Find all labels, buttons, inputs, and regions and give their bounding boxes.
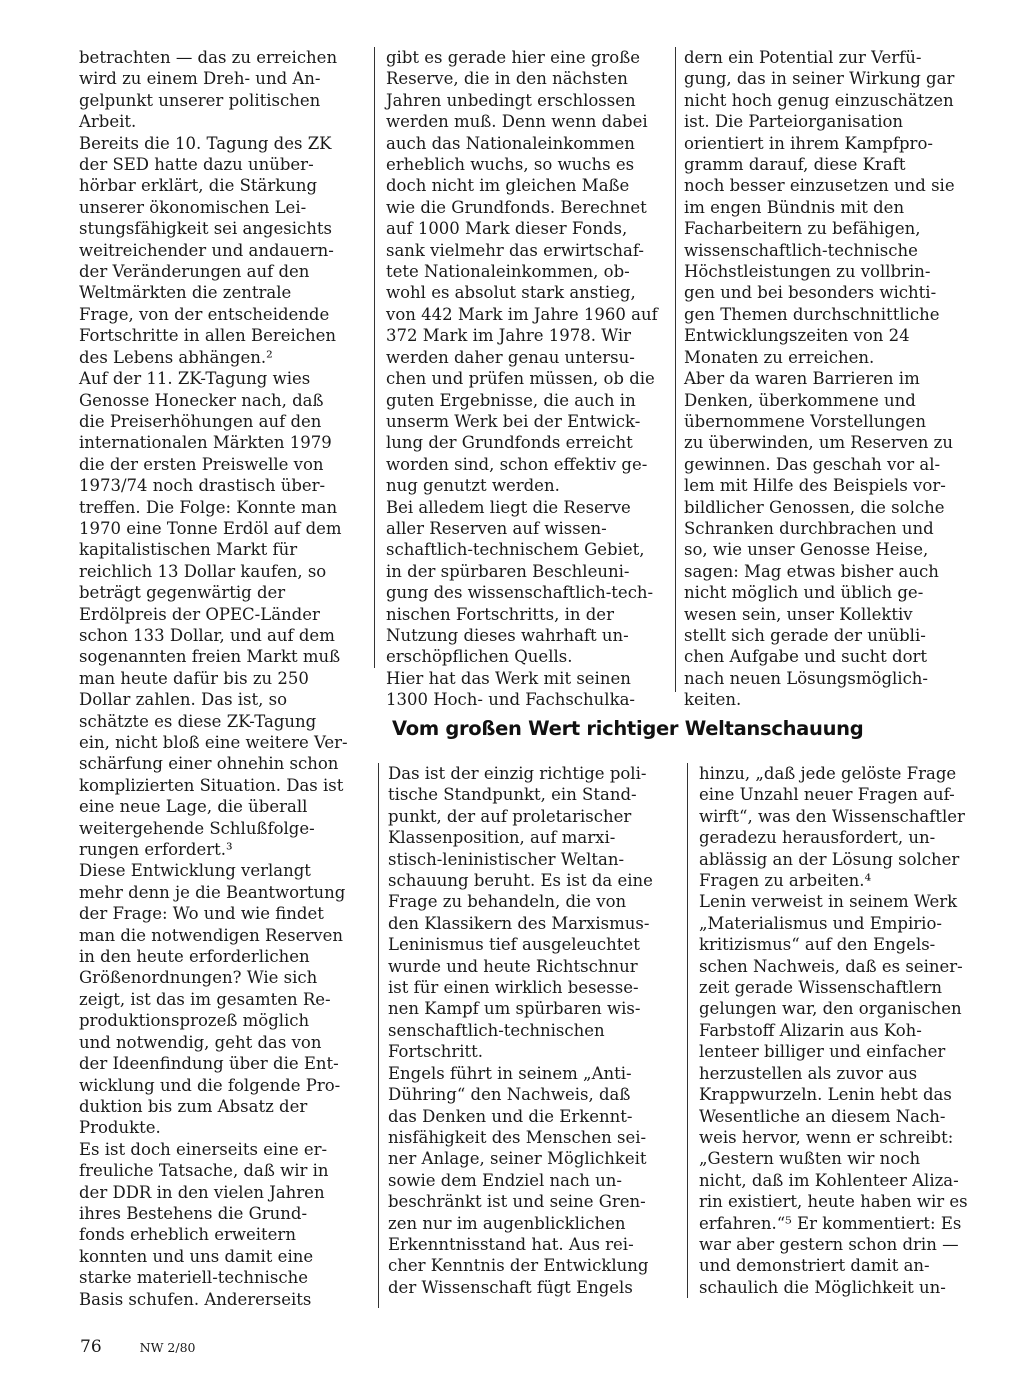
text-line: guten Ergebnisse, die auch in (386, 390, 636, 410)
text-line: ner Anlage, seiner Möglichkeit (388, 1149, 647, 1169)
text-line: so, wie unser Genosse Heise, (684, 540, 929, 560)
text-line: herzustellen als zuvor aus (699, 1063, 918, 1083)
text-line: gung, das in seiner Wirkung gar (684, 69, 955, 89)
text-line: auf 1000 Mark dieser Fonds, (386, 219, 628, 239)
text-line: „Gestern wußten wir noch (699, 1149, 921, 1169)
text-column-1 (79, 47, 361, 1310)
text-line: tische Standpunkt, ein Stand- (388, 785, 637, 805)
text-line: kapitalistischen Markt für (79, 540, 298, 560)
text-line: bildlicher Genossen, die solche (684, 497, 945, 517)
page-footer (80, 1337, 195, 1357)
text-line: sank vielmehr das erwirtschaf- (386, 240, 644, 260)
text-line: punkt, der auf proletarischer (388, 806, 632, 826)
text-line: stisch-leninistischer Weltan- (388, 849, 625, 869)
text-line: erschöpflichen Quells. (386, 647, 573, 667)
text-line: Reserve, die in den nächsten (386, 69, 628, 89)
text-line: auch das Nationaleinkommen (386, 133, 635, 153)
text-line: tete Nationaleinkommen, ob- (386, 262, 630, 282)
text-line: lung der Grundfonds erreicht (386, 433, 633, 453)
text-line: die Preiserhöhungen auf den (79, 411, 322, 431)
text-line: fonds erheblich erweitern (79, 1225, 296, 1245)
text-line: gramm darauf, diese Kraft (684, 155, 906, 175)
text-line: hinzu, „daß jede gelöste Frage (699, 764, 957, 783)
text-line: Arbeit. (79, 112, 137, 132)
text-line: weitergehende Schlußfolge- (79, 818, 315, 838)
text-line: zeigt, ist das im gesamten Re- (79, 989, 331, 1009)
text-line: man heute dafür bis zu 250 (79, 668, 309, 688)
text-line: in den heute erforderlichen (79, 947, 310, 967)
text-line: beschränkt ist und seine Gren- (388, 1192, 646, 1212)
text-line: mehr denn je die Beantwortung (79, 882, 346, 902)
text-line: schaftlich-technischem Gebiet, (386, 540, 645, 560)
text-line: beträgt gegenwärtig der (79, 583, 286, 603)
text-line: noch besser einzusetzen und sie (684, 176, 955, 196)
text-line: ablässig an der Lösung solcher (699, 849, 960, 869)
text-line: nicht, daß im Kohlenteer Aliza- (699, 1170, 959, 1190)
text-line: Krappwurzeln. Lenin hebt das (699, 1085, 952, 1105)
text-line: rin existiert, heute haben wir es (699, 1192, 968, 1212)
text-line: man die notwendigen Reserven (79, 925, 343, 945)
text-line: konnten und uns damit eine (79, 1246, 314, 1266)
text-line: Erdölpreis der OPEC-Länder (79, 604, 320, 624)
text-line: kritizismus“ auf den Engels- (699, 935, 936, 955)
text-column-2 (386, 47, 667, 711)
text-line: schärfung einer ohnehin schon (79, 754, 339, 774)
text-line: Fortschritt. (388, 1042, 484, 1062)
text-line: werden muß. Denn wenn dabei (386, 112, 648, 132)
text-line: ist. Die Parteiorganisation (684, 112, 904, 132)
text-line: zu überwinden, um Reserven zu (684, 433, 953, 453)
text-line: Lenin verweist in seinem Werk (699, 892, 958, 912)
text-line: Fragen zu arbeiten.⁴ (699, 871, 872, 891)
text-line: lem mit Hilfe des Beispiels vor- (684, 476, 946, 496)
text-line: nach neuen Lösungsmöglich- (684, 668, 929, 688)
text-line: Klassenposition, auf marxi- (388, 828, 616, 848)
text-line: wesen sein, unser Kollektiv (684, 604, 913, 624)
text-line: und demonstriert damit an- (699, 1256, 930, 1276)
text-line: weitreichender und andauern- (79, 240, 334, 260)
text-line: freuliche Tatsache, daß wir in (79, 1161, 329, 1181)
text-line: 1973/74 noch drastisch über- (79, 476, 326, 496)
text-line: ein, nicht bloß eine weitere Ver- (79, 733, 348, 752)
text-line: schätzte es diese ZK-Tagung (79, 711, 317, 731)
text-line: Schranken durchbrachen und (684, 518, 934, 538)
text-line: der Wissenschaft fügt Engels (388, 1277, 633, 1297)
text-line: Bereits die 10. Tagung des ZK (79, 133, 332, 153)
text-line: stellt sich gerade der unübli- (684, 625, 926, 645)
text-line: eine neue Lage, die überall (79, 797, 308, 817)
text-line: 1300 Hoch- und Fachschulka- (386, 690, 635, 710)
text-line: des Lebens abhängen.² (79, 347, 273, 367)
text-line: Genosse Honecker nach, daß (79, 390, 324, 410)
text-line: schen Nachweis, daß es seiner- (699, 956, 963, 976)
text-line: Bei alledem liegt die Reserve (386, 497, 631, 517)
text-line: Weltmärkten die zentrale (79, 283, 292, 303)
text-line: dern ein Potential zur Verfü- (684, 48, 922, 67)
text-line: wissenschaftlich-technische (684, 240, 918, 260)
text-line: der SED hatte dazu unüber- (79, 155, 314, 175)
text-line: ist für einen wirklich besesse- (388, 978, 639, 998)
text-line: sowie dem Endziel nach un- (388, 1170, 622, 1190)
text-line: wicklung und die folgende Pro- (79, 1075, 341, 1095)
text-line: Basis schufen. Andererseits (79, 1289, 312, 1309)
text-line: aller Reserven auf wissen- (386, 518, 607, 538)
text-line: gelpunkt unserer politischen (79, 90, 321, 110)
page-number: 76 (80, 1337, 102, 1357)
text-line: ihres Bestehens die Grund- (79, 1203, 308, 1223)
text-line: Dühring“ den Nachweis, daß (388, 1085, 631, 1105)
text-line: sagen: Mag etwas bisher auch (684, 561, 939, 581)
text-line: sogenannten freien Markt muß (79, 647, 341, 667)
text-line: stungsfähigkeit sei angesichts (79, 219, 332, 239)
text-line: Erkenntnisstand hat. Aus rei- (388, 1234, 634, 1254)
text-line: chen Aufgabe und sucht dort (684, 647, 928, 667)
text-line: gen Themen durchschnittliche (684, 304, 940, 324)
text-line: schauung beruht. Es ist da eine (388, 871, 653, 891)
text-line: Nutzung dieses wahrhaft un- (386, 625, 629, 645)
text-line: Es ist doch einerseits eine er- (79, 1139, 328, 1159)
text-line: produktionsprozeß möglich (79, 1011, 310, 1031)
text-line: in der spürbaren Beschleuni- (386, 561, 630, 581)
text-line: 1970 eine Tonne Erdöl auf dem (79, 518, 342, 538)
text-line: doch nicht im gleichen Maße (386, 176, 630, 196)
text-line: Frage, von der entscheidende (79, 304, 330, 324)
text-column-4 (388, 763, 671, 1298)
text-line: den Klassikern des Marxismus- (388, 913, 650, 933)
text-line: Leninismus tief ausgeleuchtet (388, 935, 640, 955)
text-line: lenteer billiger und einfacher (699, 1042, 946, 1062)
text-line: betrachten — das zu erreichen (79, 48, 338, 67)
text-line: wirft“, was den Wissenschaftler (699, 806, 965, 826)
text-line: Dollar zahlen. Das ist, so (79, 690, 288, 710)
text-line: Hier hat das Werk mit seinen (386, 668, 631, 688)
text-line: reichlich 13 Dollar kaufen, so (79, 561, 327, 581)
text-line: wie die Grundfonds. Berechnet (386, 197, 647, 217)
text-line: Frage zu behandeln, die von (388, 892, 627, 912)
text-line: unserer ökonomischen Lei- (79, 197, 307, 217)
text-line: gen und bei besonders wichti- (684, 283, 937, 303)
text-line: erfahren.“⁵ Er kommentiert: Es (699, 1213, 962, 1233)
text-line: chen und prüfen müssen, ob die (386, 369, 655, 389)
text-line: von 442 Mark im Jahre 1960 auf (386, 304, 658, 324)
text-line: Monaten zu erreichen. (684, 347, 875, 367)
text-line: Fortschritte in allen Bereichen (79, 326, 337, 346)
text-line: worden sind, schon effektiv ge- (386, 454, 648, 474)
text-line: keiten. (684, 690, 742, 710)
text-line: eine Unzahl neuer Fragen auf- (699, 785, 955, 805)
text-line: im engen Bündnis mit den (684, 197, 905, 217)
text-line: nischen Fortschritts, in der (386, 604, 614, 624)
text-line: zen nur im augenblicklichen (388, 1213, 626, 1233)
text-line: Entwicklungszeiten von 24 (684, 326, 910, 346)
text-line: duktion bis zum Absatz der (79, 1096, 308, 1116)
text-line: werden daher genau untersu- (386, 347, 635, 367)
text-line: starke materiell-technische (79, 1268, 309, 1288)
text-line: weis hervor, wenn er schreibt: (699, 1127, 954, 1147)
column-rule-3 (378, 763, 379, 1308)
text-line: der Ideenfindung über die Ent- (79, 1054, 339, 1074)
text-line: gibt es gerade hier eine große (386, 48, 641, 67)
text-line: Diese Entwicklung verlangt (79, 861, 311, 881)
text-line: der Veränderungen auf den (79, 262, 310, 282)
text-line: Farbstoff Alizarin aus Koh- (699, 1020, 922, 1040)
text-line: wird zu einem Dreh- und An- (79, 69, 321, 89)
text-column-5 (699, 763, 981, 1298)
column-rule-2 (675, 47, 676, 692)
journal-issue: NW 2/80 (139, 1340, 196, 1355)
text-line: nicht möglich und üblich ge- (684, 583, 924, 603)
text-line: Denken, überkommene und (684, 390, 916, 410)
text-line: gelungen war, den organischen (699, 999, 962, 1019)
text-line: geradezu herausfordert, un- (699, 828, 936, 848)
text-line: schon 133 Dollar, und auf dem (79, 625, 335, 645)
text-line: das Denken und die Erkennt- (388, 1106, 633, 1126)
text-line: der Frage: Wo und wie findet (79, 904, 324, 924)
text-line: Auf der 11. ZK-Tagung wies (79, 369, 311, 389)
text-line: nug genutzt werden. (386, 476, 560, 496)
text-line: Höchstleistungen zu vollbrin- (684, 262, 931, 282)
text-line: die der ersten Preiswelle von (79, 454, 324, 474)
text-line: Größenordnungen? Wie sich (79, 968, 318, 988)
text-line: gewinnen. Das geschah vor al- (684, 454, 941, 474)
text-line: nicht hoch genug einzuschätzen (684, 90, 954, 110)
text-line: unserm Werk bei der Entwick- (386, 411, 641, 431)
text-line: zeit gerade Wissenschaftlern (699, 978, 942, 998)
text-line: Wesentliche an diesem Nach- (699, 1106, 946, 1126)
text-line: nen Kampf um spürbaren wis- (388, 999, 641, 1019)
text-line: der DDR in den vielen Jahren (79, 1182, 325, 1202)
text-line: Engels führt in seinem „Anti- (388, 1063, 632, 1083)
text-line: wurde und heute Richtschnur (388, 956, 638, 976)
text-line: Das ist der einzig richtige poli- (388, 764, 647, 783)
text-line: rungen erfordert.³ (79, 840, 233, 860)
section-heading: Vom großen Wert richtiger Weltanschauung (392, 717, 864, 740)
text-line: schaulich die Möglichkeit un- (699, 1277, 946, 1297)
text-line: internationalen Märkten 1979 (79, 433, 332, 453)
text-line: gung des wissenschaftlich-tech- (386, 583, 654, 603)
text-line: treffen. Die Folge: Konnte man (79, 497, 338, 517)
text-line: Facharbeitern zu befähigen, (684, 219, 921, 239)
text-line: übernommene Vorstellungen (684, 411, 926, 431)
text-line: Jahren unbedingt erschlossen (386, 90, 636, 110)
text-line: wohl es absolut stark anstieg, (386, 283, 636, 303)
text-column-3 (684, 47, 976, 711)
text-line: Aber da waren Barrieren im (684, 369, 920, 389)
text-line: war aber gestern schon drin — (699, 1234, 959, 1254)
text-line: erheblich wuchs, so wuchs es (386, 155, 635, 175)
text-line: hörbar erklärt, die Stärkung (79, 176, 318, 196)
text-line: und notwendig, geht das von (79, 1032, 322, 1052)
text-line: Produkte. (79, 1118, 161, 1138)
text-line: 372 Mark im Jahre 1978. Wir (386, 326, 632, 346)
column-rule-4 (687, 763, 688, 1298)
column-rule-1 (374, 47, 375, 668)
text-line: komplizierten Situation. Das ist (79, 775, 344, 795)
text-line: nisfähigkeit des Menschen sei- (388, 1127, 647, 1147)
text-line: cher Kenntnis der Entwicklung (388, 1256, 649, 1276)
text-line: senschaftlich-technischen (388, 1020, 605, 1040)
text-line: orientiert in ihrem Kampfpro- (684, 133, 933, 153)
text-line: „Materialismus und Empirio- (699, 913, 942, 933)
